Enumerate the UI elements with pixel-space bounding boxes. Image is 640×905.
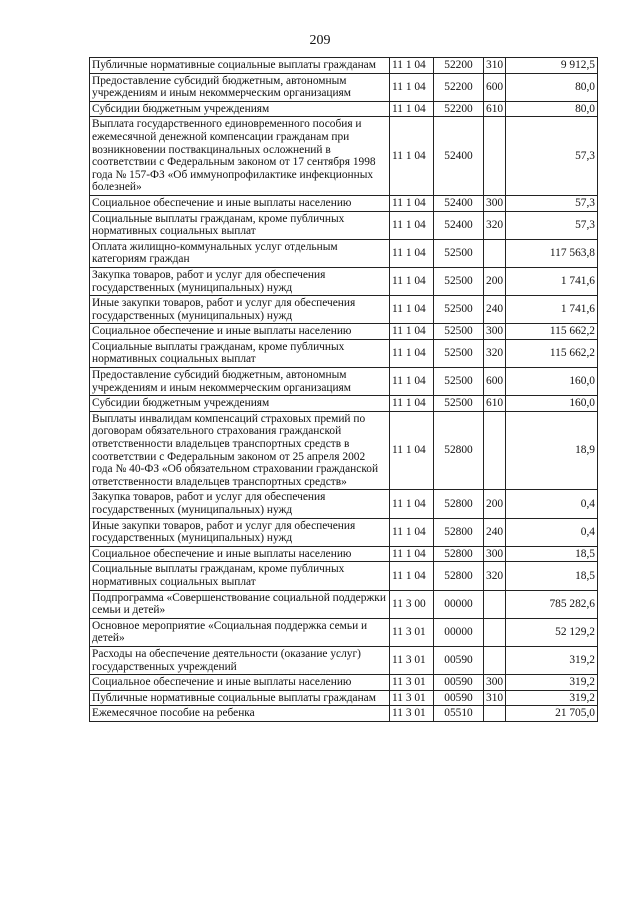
row-article-code-cell: 52800 bbox=[434, 562, 484, 590]
row-name-cell: Социальные выплаты гражданам, кроме публичных нормативных социальных выплат bbox=[90, 339, 390, 367]
row-amount-cell: 160,0 bbox=[506, 396, 598, 412]
row-amount-cell: 18,5 bbox=[506, 546, 598, 562]
row-expense-kind-cell bbox=[484, 239, 506, 267]
row-name-cell: Ежемесячное пособие на ребенка bbox=[90, 706, 390, 722]
row-amount-cell: 115 662,2 bbox=[506, 339, 598, 367]
row-article-code-cell: 00590 bbox=[434, 690, 484, 706]
row-expense-kind-cell: 300 bbox=[484, 324, 506, 340]
table-row bbox=[90, 562, 598, 590]
row-name-cell: Социальное обеспечение и иные выплаты населению bbox=[90, 324, 390, 340]
row-section-code-cell: 11 1 04 bbox=[390, 490, 434, 518]
row-amount-cell: 18,5 bbox=[506, 562, 598, 590]
row-expense-kind-cell: 310 bbox=[484, 58, 506, 74]
row-expense-kind-cell: 600 bbox=[484, 73, 506, 101]
row-expense-kind-cell: 600 bbox=[484, 368, 506, 396]
row-name-cell: Предоставление субсидий бюджетным, автономным учреждениям и иным некоммерческим организациям bbox=[90, 73, 390, 101]
row-amount-cell: 115 662,2 bbox=[506, 324, 598, 340]
row-article-code-cell: 52500 bbox=[434, 368, 484, 396]
row-section-code-cell: 11 1 04 bbox=[390, 368, 434, 396]
row-article-code-cell: 52500 bbox=[434, 267, 484, 295]
row-article-code-cell: 52500 bbox=[434, 324, 484, 340]
row-amount-cell: 0,4 bbox=[506, 490, 598, 518]
row-section-code-cell: 11 1 04 bbox=[390, 296, 434, 324]
row-name-cell: Выплаты инвалидам компенсаций страховых премий по договорам обязательного страхования гражданской ответственности владельцев транспортных средств в соответствии с Федеральным законом от 25 апреля 2002 года № 40-ФЗ «Об обязательном страховании гражданской ответственности владельцев транспортных средств» bbox=[90, 411, 390, 490]
row-section-code-cell: 11 3 01 bbox=[390, 706, 434, 722]
row-name-cell: Закупка товаров, работ и услуг для обеспечения государственных (муниципальных) нужд bbox=[90, 490, 390, 518]
row-article-code-cell: 52800 bbox=[434, 546, 484, 562]
row-section-code-cell: 11 3 01 bbox=[390, 675, 434, 691]
row-article-code-cell: 00000 bbox=[434, 618, 484, 646]
row-amount-cell: 1 741,6 bbox=[506, 267, 598, 295]
row-section-code-cell: 11 1 04 bbox=[390, 339, 434, 367]
row-article-code-cell: 52400 bbox=[434, 211, 484, 239]
table-row bbox=[90, 211, 598, 239]
row-section-code-cell: 11 1 04 bbox=[390, 117, 434, 196]
table-row bbox=[90, 368, 598, 396]
row-article-code-cell: 52400 bbox=[434, 117, 484, 196]
row-amount-cell: 57,3 bbox=[506, 117, 598, 196]
row-article-code-cell: 52800 bbox=[434, 490, 484, 518]
row-section-code-cell: 11 1 04 bbox=[390, 101, 434, 117]
row-section-code-cell: 11 1 04 bbox=[390, 58, 434, 74]
row-article-code-cell: 00590 bbox=[434, 675, 484, 691]
table-row bbox=[90, 546, 598, 562]
row-amount-cell: 319,2 bbox=[506, 675, 598, 691]
row-amount-cell: 18,9 bbox=[506, 411, 598, 490]
row-section-code-cell: 11 1 04 bbox=[390, 195, 434, 211]
row-name-cell: Иные закупки товаров, работ и услуг для обеспечения государственных (муниципальных) нужд bbox=[90, 518, 390, 546]
row-article-code-cell: 52800 bbox=[434, 518, 484, 546]
row-section-code-cell: 11 1 04 bbox=[390, 411, 434, 490]
row-section-code-cell: 11 3 00 bbox=[390, 590, 434, 618]
row-name-cell: Субсидии бюджетным учреждениям bbox=[90, 101, 390, 117]
row-amount-cell: 117 563,8 bbox=[506, 239, 598, 267]
row-expense-kind-cell: 320 bbox=[484, 562, 506, 590]
row-article-code-cell: 52200 bbox=[434, 58, 484, 74]
row-amount-cell: 785 282,6 bbox=[506, 590, 598, 618]
row-section-code-cell: 11 1 04 bbox=[390, 73, 434, 101]
row-expense-kind-cell bbox=[484, 411, 506, 490]
row-article-code-cell: 52200 bbox=[434, 101, 484, 117]
row-amount-cell: 80,0 bbox=[506, 73, 598, 101]
table-row bbox=[90, 195, 598, 211]
table-row bbox=[90, 117, 598, 196]
row-expense-kind-cell bbox=[484, 590, 506, 618]
row-expense-kind-cell: 610 bbox=[484, 101, 506, 117]
row-article-code-cell: 52800 bbox=[434, 411, 484, 490]
row-name-cell: Основное мероприятие «Социальная поддержка семьи и детей» bbox=[90, 618, 390, 646]
row-name-cell: Иные закупки товаров, работ и услуг для обеспечения государственных (муниципальных) нужд bbox=[90, 296, 390, 324]
row-expense-kind-cell bbox=[484, 117, 506, 196]
table-row bbox=[90, 490, 598, 518]
row-amount-cell: 52 129,2 bbox=[506, 618, 598, 646]
row-expense-kind-cell: 300 bbox=[484, 546, 506, 562]
row-section-code-cell: 11 1 04 bbox=[390, 518, 434, 546]
table-row bbox=[90, 690, 598, 706]
row-section-code-cell: 11 1 04 bbox=[390, 211, 434, 239]
table-row bbox=[90, 396, 598, 412]
table-row bbox=[90, 239, 598, 267]
table-row bbox=[90, 324, 598, 340]
table-row bbox=[90, 296, 598, 324]
row-expense-kind-cell bbox=[484, 706, 506, 722]
row-article-code-cell: 52500 bbox=[434, 396, 484, 412]
row-name-cell: Социальные выплаты гражданам, кроме публичных нормативных социальных выплат bbox=[90, 562, 390, 590]
row-article-code-cell: 52500 bbox=[434, 339, 484, 367]
row-expense-kind-cell bbox=[484, 618, 506, 646]
row-name-cell: Субсидии бюджетным учреждениям bbox=[90, 396, 390, 412]
row-section-code-cell: 11 1 04 bbox=[390, 267, 434, 295]
row-name-cell: Публичные нормативные социальные выплаты гражданам bbox=[90, 58, 390, 74]
table-row bbox=[90, 706, 598, 722]
row-name-cell: Социальные выплаты гражданам, кроме публичных нормативных социальных выплат bbox=[90, 211, 390, 239]
row-name-cell: Подпрограмма «Совершенствование социальной поддержки семьи и детей» bbox=[90, 590, 390, 618]
row-section-code-cell: 11 1 04 bbox=[390, 546, 434, 562]
row-amount-cell: 9 912,5 bbox=[506, 58, 598, 74]
row-expense-kind-cell bbox=[484, 646, 506, 674]
row-amount-cell: 0,4 bbox=[506, 518, 598, 546]
row-expense-kind-cell: 200 bbox=[484, 267, 506, 295]
row-name-cell: Публичные нормативные социальные выплаты гражданам bbox=[90, 690, 390, 706]
row-expense-kind-cell: 300 bbox=[484, 195, 506, 211]
row-section-code-cell: 11 1 04 bbox=[390, 396, 434, 412]
row-name-cell: Социальное обеспечение и иные выплаты населению bbox=[90, 675, 390, 691]
row-expense-kind-cell: 320 bbox=[484, 211, 506, 239]
table-row bbox=[90, 73, 598, 101]
table-row bbox=[90, 518, 598, 546]
table-row bbox=[90, 411, 598, 490]
row-amount-cell: 319,2 bbox=[506, 646, 598, 674]
row-article-code-cell: 00590 bbox=[434, 646, 484, 674]
row-section-code-cell: 11 1 04 bbox=[390, 324, 434, 340]
row-amount-cell: 57,3 bbox=[506, 211, 598, 239]
row-expense-kind-cell: 200 bbox=[484, 490, 506, 518]
budget-table bbox=[89, 57, 598, 722]
row-article-code-cell: 05510 bbox=[434, 706, 484, 722]
row-amount-cell: 319,2 bbox=[506, 690, 598, 706]
row-article-code-cell: 52500 bbox=[434, 296, 484, 324]
row-article-code-cell: 52200 bbox=[434, 73, 484, 101]
table-row bbox=[90, 267, 598, 295]
row-name-cell: Социальное обеспечение и иные выплаты населению bbox=[90, 546, 390, 562]
page-number: 209 bbox=[309, 33, 331, 48]
table-row bbox=[90, 590, 598, 618]
table-row bbox=[90, 58, 598, 74]
row-amount-cell: 160,0 bbox=[506, 368, 598, 396]
row-amount-cell: 80,0 bbox=[506, 101, 598, 117]
table-row bbox=[90, 339, 598, 367]
row-article-code-cell: 52500 bbox=[434, 239, 484, 267]
row-expense-kind-cell: 240 bbox=[484, 518, 506, 546]
row-name-cell: Расходы на обеспечение деятельности (оказание услуг) государственных учреждений bbox=[90, 646, 390, 674]
row-section-code-cell: 11 3 01 bbox=[390, 690, 434, 706]
row-section-code-cell: 11 3 01 bbox=[390, 618, 434, 646]
row-amount-cell: 57,3 bbox=[506, 195, 598, 211]
table-row bbox=[90, 101, 598, 117]
row-expense-kind-cell: 240 bbox=[484, 296, 506, 324]
row-amount-cell: 1 741,6 bbox=[506, 296, 598, 324]
row-name-cell: Оплата жилищно-коммунальных услуг отдельным категориям граждан bbox=[90, 239, 390, 267]
row-name-cell: Закупка товаров, работ и услуг для обеспечения государственных (муниципальных) нужд bbox=[90, 267, 390, 295]
row-expense-kind-cell: 610 bbox=[484, 396, 506, 412]
row-section-code-cell: 11 1 04 bbox=[390, 239, 434, 267]
table-row bbox=[90, 675, 598, 691]
row-amount-cell: 21 705,0 bbox=[506, 706, 598, 722]
row-section-code-cell: 11 3 01 bbox=[390, 646, 434, 674]
table-row bbox=[90, 646, 598, 674]
table-row bbox=[90, 618, 598, 646]
row-expense-kind-cell: 300 bbox=[484, 675, 506, 691]
row-section-code-cell: 11 1 04 bbox=[390, 562, 434, 590]
row-article-code-cell: 00000 bbox=[434, 590, 484, 618]
row-expense-kind-cell: 310 bbox=[484, 690, 506, 706]
budget-table-body bbox=[90, 58, 598, 722]
row-expense-kind-cell: 320 bbox=[484, 339, 506, 367]
row-name-cell: Выплата государственного единовременного пособия и ежемесячной денежной компенсации гражданам при возникновении поствакцинальных осложнений в соответствии с Федеральным законом от 17 сентября 1998 года № 157-ФЗ «Об иммунопрофилактике инфекционных болезней» bbox=[90, 117, 390, 196]
row-name-cell: Предоставление субсидий бюджетным, автономным учреждениям и иным некоммерческим организациям bbox=[90, 368, 390, 396]
row-name-cell: Социальное обеспечение и иные выплаты населению bbox=[90, 195, 390, 211]
row-article-code-cell: 52400 bbox=[434, 195, 484, 211]
